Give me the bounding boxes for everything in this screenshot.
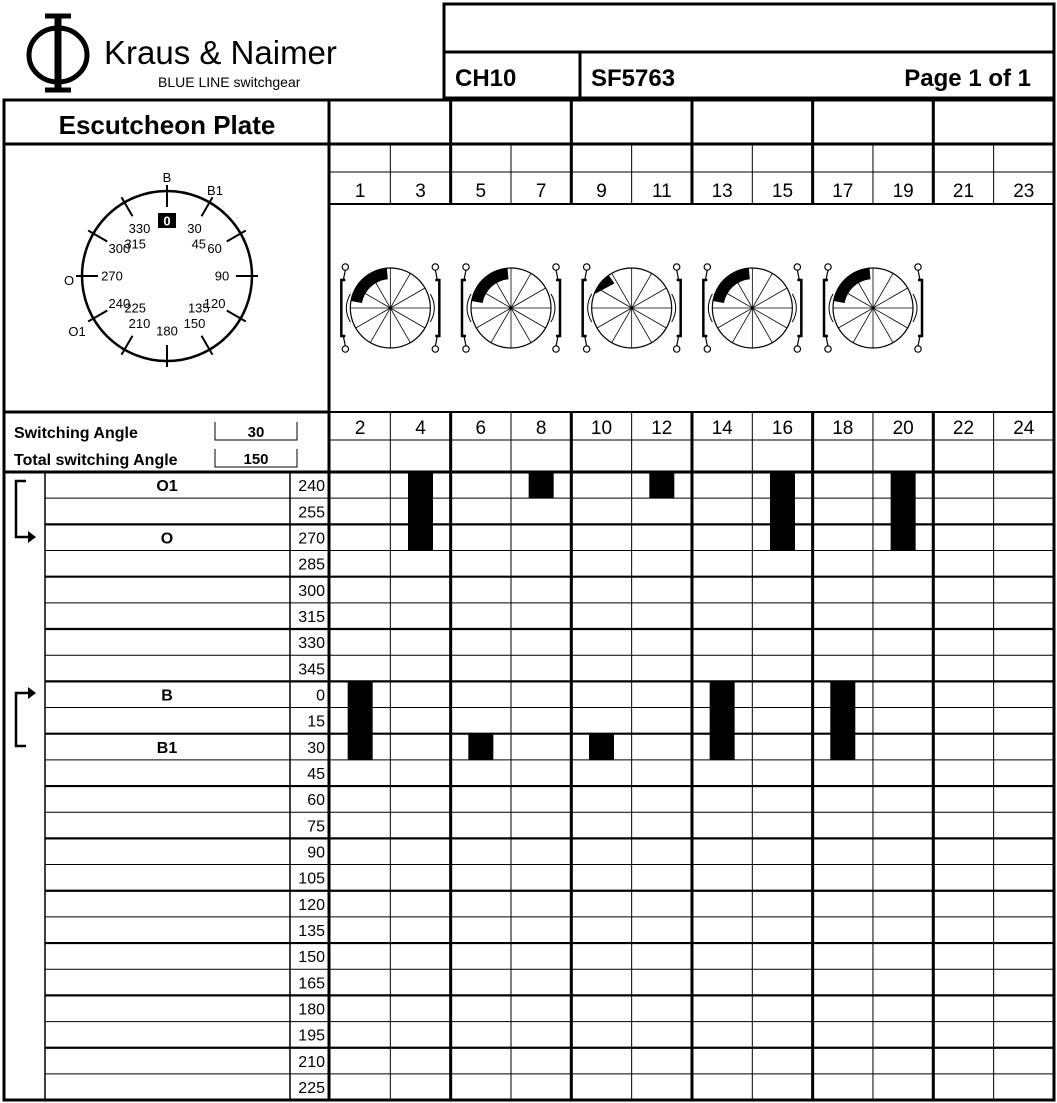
table-row [45,995,1054,1018]
row-angle: 135 [298,922,325,940]
contact-bar-6 [468,734,493,760]
dial-label-210: 210 [128,316,151,332]
table-row [45,1048,1054,1071]
row-position-label: O [160,530,174,548]
brand-subtitle: BLUE LINE switchgear [158,74,301,90]
terminal-top-5: 5 [475,181,487,202]
model-code: CH10 [455,65,517,92]
contact-bar-20 [891,472,916,551]
row-angle: 210 [298,1053,325,1071]
terminal-bottom-14: 14 [711,418,733,439]
total-angle-value: 150 [243,451,269,468]
row-angle: 0 [316,687,325,705]
dial-label-90: 90 [214,268,230,284]
terminal-top-21: 21 [952,181,975,202]
terminal-bottom-10: 10 [590,418,613,439]
table-row [45,891,1054,914]
escutcheon-dial [64,170,258,367]
table-row [45,969,1054,992]
contact-unit-5 [824,264,922,352]
dial-label-0: 0 [163,213,171,229]
terminal-bottom-6: 6 [475,418,487,439]
contact-unit-2 [462,264,560,352]
table-row [45,943,1054,966]
contact-unit-3 [583,264,681,352]
arrow-b-to-b1 [16,693,30,746]
table-row [45,786,1054,809]
total-angle-label: Total switching Angle [14,452,178,469]
dial-label-150: 150 [183,316,206,332]
arrow-o1-to-o [16,481,30,537]
table-row [45,865,1054,888]
switching-table [45,478,1054,1097]
dial-label-315: 315 [124,236,147,252]
dial-label-120: 120 [203,296,226,311]
switching-angle-value: 30 [247,424,265,441]
switching-angle-label: Switching Angle [14,425,138,442]
terminal-bottom-22: 22 [952,418,975,439]
row-angle: 75 [307,818,325,836]
contact-unit-1 [341,264,439,352]
terminal-top-9: 9 [596,181,607,202]
terminal-bottom-8: 8 [535,418,547,439]
row-angle: 165 [298,975,325,993]
terminal-top-13: 13 [711,181,733,202]
terminal-top-15: 15 [771,181,794,202]
contact-units [341,264,922,352]
row-angle: 120 [298,896,325,914]
table-row [45,812,1054,835]
contact-bar-18 [830,681,855,760]
row-angle: 345 [298,661,325,679]
table-row [45,681,1054,704]
dial-label-30: 30 [187,220,202,236]
terminal-bottom-24: 24 [1013,418,1035,439]
table-row [156,478,325,495]
terminal-top-19: 19 [892,181,914,202]
row-angle: 285 [298,556,325,574]
row-angle: 150 [298,949,325,967]
row-angle: 315 [298,608,325,626]
position-label-b: B [162,170,172,185]
part-number: SF5763 [591,65,676,92]
row-position-label: B1 [156,739,178,757]
row-angle: 240 [298,478,325,496]
table-row [45,708,1054,731]
terminal-top-17: 17 [832,181,854,202]
sequence-arrows [16,481,36,746]
kraus-naimer-logo [29,16,87,90]
terminal-top-1: 1 [354,181,366,202]
row-angle: 300 [298,582,325,600]
table-row [45,1022,1054,1045]
dial-label-45: 45 [191,236,207,252]
dial-label-180: 180 [156,323,178,339]
dial-label-270: 270 [101,268,123,284]
table-row [45,655,1054,678]
row-angle: 90 [307,844,325,862]
contact-bar-16 [770,472,795,551]
row-angle: 105 [298,870,325,888]
dial-label-240: 240 [108,296,131,311]
contact-bar-4 [408,472,433,551]
terminal-top-3: 3 [415,181,426,202]
table-row [45,1074,1054,1097]
column-grid [330,100,1054,1100]
position-label-o1: O1 [68,324,86,339]
table-row [45,551,1054,574]
contact-bar-10 [589,734,614,760]
page-indicator: Page 1 of 1 [904,65,1031,92]
switching-angle-settings [14,422,297,469]
contact-bar-14 [710,681,735,760]
terminal-bottom-4: 4 [415,418,426,439]
main-table-frame [4,100,1054,1100]
terminal-bottom-12: 12 [651,418,673,439]
plate-title: Escutcheon Plate [58,110,276,140]
table-row [45,603,1054,626]
row-angle: 45 [307,765,325,783]
row-angle: 195 [298,1027,325,1045]
row-angle: 225 [298,1079,325,1097]
row-angle: 15 [307,713,325,731]
table-row [45,917,1054,940]
dial-label-60: 60 [207,241,222,256]
terminal-top-11: 11 [651,181,672,202]
table-row [45,734,1054,757]
row-position-label: O1 [156,478,178,496]
table-row [45,629,1054,652]
contact-unit-4 [703,264,801,352]
contact-bar-8 [529,472,554,498]
table-row [45,577,1054,600]
table-row [45,760,1054,783]
row-angle: 60 [307,792,325,810]
dial-label-330: 330 [128,220,151,236]
contact-bar-2 [348,681,373,760]
brand-name: Kraus & Naimer [104,34,337,71]
dial-label-135: 135 [187,300,210,316]
row-angle: 30 [307,739,325,757]
dial-label-225: 225 [124,300,147,316]
row-position-label: B [161,687,173,705]
terminal-bottom-16: 16 [771,418,794,439]
row-angle: 180 [298,1001,325,1019]
terminal-top-7: 7 [535,181,547,202]
position-label-b1: B1 [207,183,223,198]
terminal-top-23: 23 [1013,181,1035,202]
row-angle: 330 [298,635,325,653]
terminal-bottom-18: 18 [832,418,854,439]
contact-bar-12 [649,472,674,498]
terminal-bottom-2: 2 [354,418,366,439]
terminal-bottom-20: 20 [892,418,914,439]
row-angle: 270 [298,530,325,548]
row-angle: 255 [298,504,325,522]
position-label-o: O [63,273,75,288]
dial-label-300: 300 [108,241,131,256]
table-row [45,838,1054,861]
